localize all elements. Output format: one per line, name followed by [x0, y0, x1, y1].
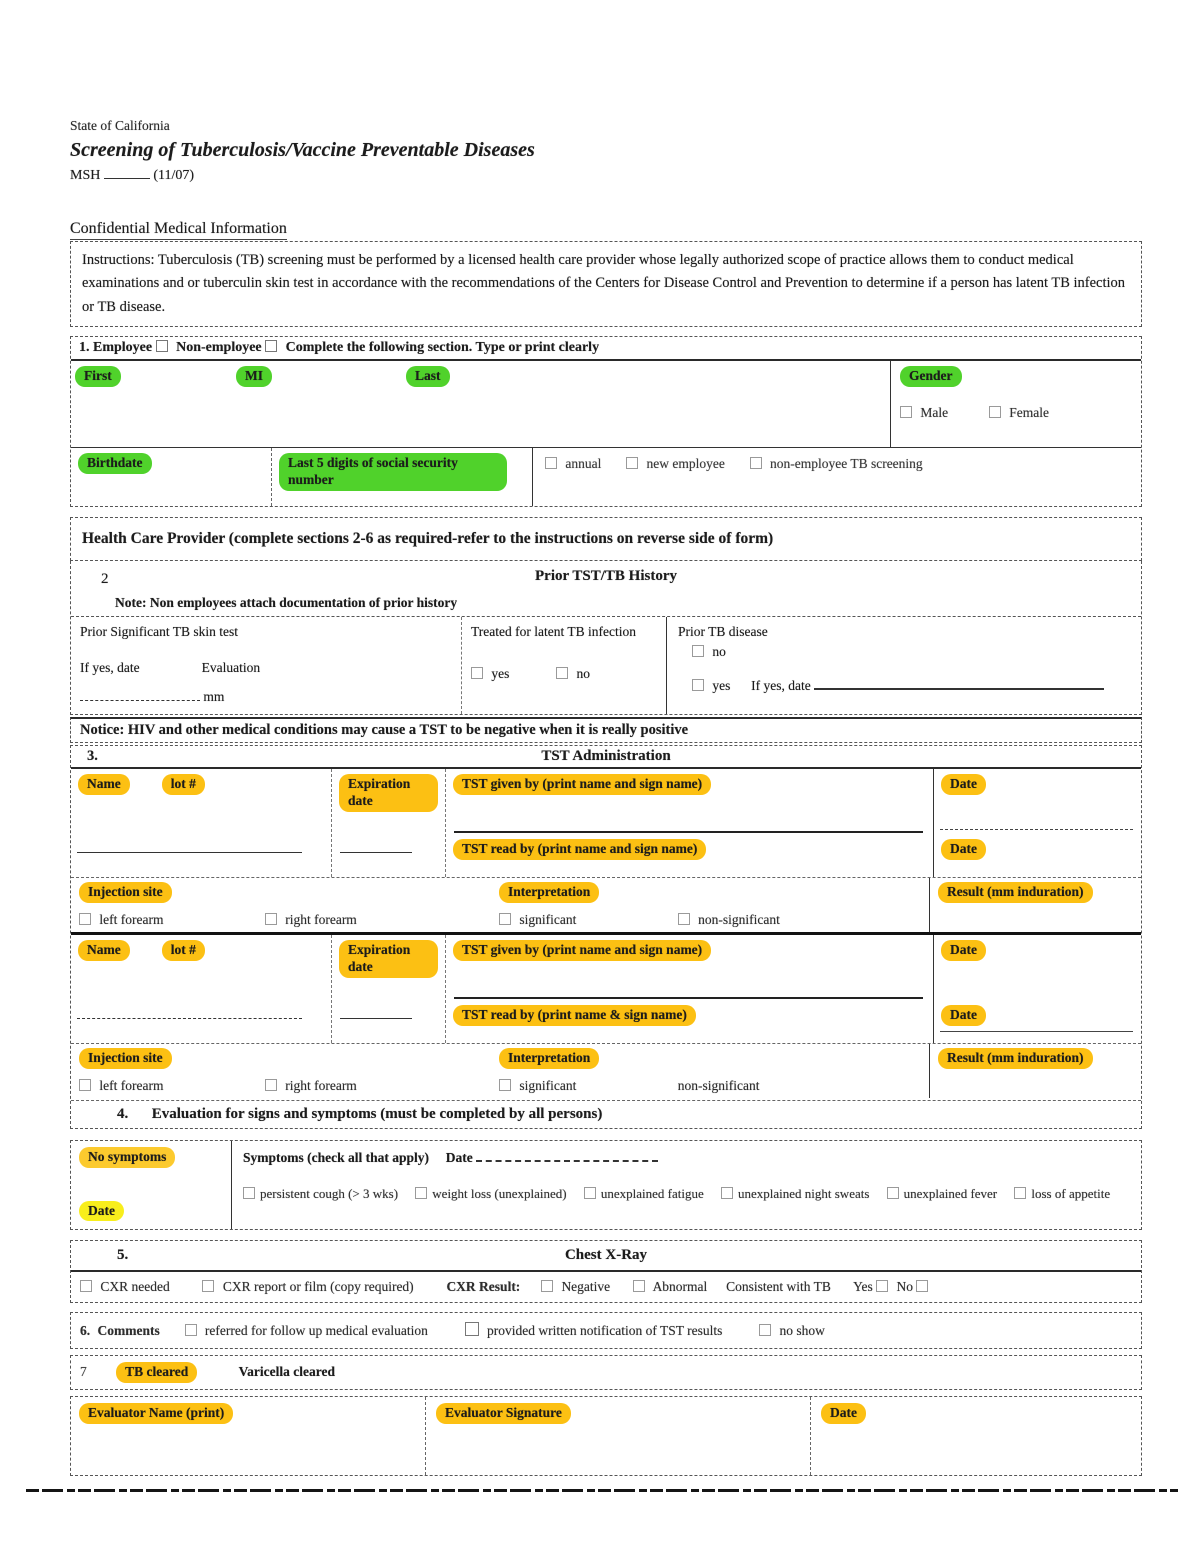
non-employee-label: Non-employee: [176, 340, 262, 356]
symptoms-cell: [231, 1141, 1141, 1229]
section-2-body: [71, 616, 1141, 714]
birthdate-ssn-row: [71, 447, 1141, 506]
tst1-right-forearm-label: right forearm: [285, 912, 357, 928]
evaluator-date-cell: [810, 1397, 1141, 1475]
provided-notification-label: provided written notification of TST results: [487, 1323, 723, 1339]
persistent-cough-checkbox[interactable]: [243, 1187, 255, 1199]
birthdate-cell: [71, 448, 271, 506]
skin-test-date-blank[interactable]: [80, 688, 200, 701]
evaluator-row: [70, 1396, 1142, 1476]
provider-section-header: Health Care Provider (complete sections 2-6 as required-refer to the instructions on reverse side of form): [70, 517, 1142, 561]
section-4-title: Evaluation for signs and symptoms (must be completed by all persons): [151, 1106, 603, 1123]
cxr-options-row: [71, 1272, 1141, 1302]
no-symptoms-field-label[interactable]: No symptoms: [79, 1147, 175, 1168]
tst1-left-forearm-checkbox[interactable]: [79, 913, 91, 925]
scan-noise-line: [26, 1489, 1178, 1492]
first-name-field-label[interactable]: First: [75, 366, 121, 387]
tst2-significant-checkbox[interactable]: [499, 1079, 511, 1091]
tst2-result-field-label[interactable]: Result (mm induration): [938, 1048, 1093, 1069]
tst2-given-by-signature-line[interactable]: [454, 997, 923, 999]
latent-no-checkbox[interactable]: [556, 667, 568, 679]
prior-tb-disease-cell: [666, 617, 1141, 714]
referred-label: referred for follow up medical evaluation: [204, 1323, 428, 1339]
annual-label: annual: [565, 456, 602, 472]
section-1-header: [71, 337, 1141, 361]
tst1-interpretation-field-label[interactable]: Interpretation: [499, 882, 599, 903]
symptoms-date-label: Date: [445, 1150, 473, 1166]
tst2-interpretation-cell: [491, 1044, 929, 1098]
tst1-name-field-label[interactable]: Name: [78, 774, 130, 795]
tst2-given-date-field-label[interactable]: Date: [941, 940, 986, 961]
evaluator-name-field-label[interactable]: Evaluator Name (print): [79, 1403, 233, 1424]
tst2-injection-row: [71, 1043, 1141, 1098]
section-4-number: 4.: [117, 1106, 129, 1123]
symptoms-checkbox-list: [243, 1183, 1130, 1205]
name-gender-row: [71, 361, 1141, 447]
treated-latent-cell: [461, 617, 666, 714]
latent-yes-checkbox[interactable]: [471, 667, 483, 679]
tst1-expiration-cell: [331, 769, 445, 877]
tst1-given-read-cell: [445, 769, 933, 877]
tst1-name-cell: [71, 769, 331, 877]
evaluation-label: Evaluation: [201, 660, 261, 676]
tst2-given-read-cell: [445, 935, 933, 1043]
tst-block-2: [71, 935, 1141, 1043]
cxr-report-label: CXR report or film (copy required): [222, 1279, 414, 1295]
section-1-employee-info: [70, 336, 1142, 507]
hiv-notice: Notice: HIV and other medical conditions may cause a TST to be negative when it is really positive: [70, 717, 1142, 743]
evaluator-signature-cell: [425, 1397, 810, 1475]
symptoms-date-blank[interactable]: [476, 1148, 658, 1162]
fever-label: unexplained fever: [903, 1186, 998, 1202]
tst2-injection-site-field-label[interactable]: Injection site: [79, 1048, 172, 1069]
section-2-note: Note: Non employees attach documentation of prior history: [115, 595, 458, 611]
screening-type-cell: [532, 448, 1141, 506]
tst1-result-field-label[interactable]: Result (mm induration): [938, 882, 1093, 903]
tst1-date-divider-line[interactable]: [940, 829, 1133, 830]
weight-loss-label: weight loss (unexplained): [432, 1186, 567, 1202]
cxr-consistent-label: Consistent with TB: [726, 1279, 831, 1295]
section-2-header: [71, 561, 1141, 616]
non-employee-checkbox[interactable]: [265, 340, 277, 352]
cxr-yes-checkbox[interactable]: [876, 1280, 888, 1292]
tst1-given-by-field-label[interactable]: TST given by (print name and sign name): [453, 774, 711, 795]
tst2-read-by-field-label[interactable]: TST read by (print name & sign name): [453, 1005, 696, 1026]
referred-checkbox[interactable]: [185, 1324, 197, 1336]
tst2-right-forearm-label: right forearm: [285, 1078, 357, 1094]
instructions-box: Instructions: Tuberculosis (TB) screening must be performed by a licensed health care provider whose legally authorized scope of practice allows them to conduct medical examinations and or tuberculin skin test in accordance with the recommendations of the Centers for Disease Control and Prevention to determine if a person has latent TB infection or TB disease.: [70, 241, 1142, 327]
latent-yes-label: yes: [491, 666, 510, 682]
prior-skin-test-cell: [71, 617, 461, 714]
non-employee-tb-label: non-employee TB screening: [769, 456, 923, 472]
cxr-negative-checkbox[interactable]: [541, 1280, 553, 1292]
tst1-given-date-field-label[interactable]: Date: [941, 774, 986, 795]
section-7-number: 7: [80, 1364, 87, 1380]
section-6-number: 6.: [80, 1323, 91, 1339]
new-employee-label: new employee: [646, 456, 725, 472]
cxr-negative-label: Negative: [561, 1279, 611, 1295]
cxr-needed-checkbox[interactable]: [80, 1280, 92, 1292]
evaluator-signature-field-label[interactable]: Evaluator Signature: [436, 1403, 571, 1424]
section-5-number: 5.: [117, 1247, 129, 1264]
middle-initial-field-label[interactable]: MI: [236, 366, 272, 387]
gender-field-label[interactable]: Gender: [900, 366, 962, 387]
tst-block-1: [71, 769, 1141, 877]
section-4-symptoms-box: [70, 1140, 1142, 1230]
employee-label: Employee: [93, 340, 153, 356]
last-name-field-label[interactable]: Last: [406, 366, 450, 387]
tst1-given-by-signature-line[interactable]: [454, 831, 923, 833]
persistent-cough-label: persistent cough (> 3 wks): [260, 1186, 399, 1202]
tst2-significant-label: significant: [519, 1078, 577, 1094]
if-yes-date-label: If yes, date: [80, 660, 140, 676]
tst2-right-forearm-checkbox[interactable]: [265, 1079, 277, 1091]
section-3-number: 3.: [87, 748, 98, 765]
tst2-expiration-blank[interactable]: [340, 1018, 412, 1019]
section-3-title: TST Administration: [541, 748, 671, 765]
tst1-injection-row: [71, 877, 1141, 935]
disease-yes-label: yes: [712, 678, 731, 694]
section-5-title: Chest X-Ray: [564, 1247, 648, 1264]
gender-cell: [890, 361, 1141, 447]
ssn-cell: [271, 448, 532, 506]
section-2-title: Prior TST/TB History: [535, 568, 677, 585]
section-6-comments: [70, 1312, 1142, 1349]
tst2-result-cell: [929, 1044, 1141, 1098]
disease-yes-checkbox[interactable]: [692, 679, 704, 691]
tst2-lot-field-label[interactable]: lot #: [162, 940, 205, 961]
cxr-report-checkbox[interactable]: [202, 1280, 214, 1292]
tst2-injection-site-cell: [71, 1044, 491, 1098]
fatigue-checkbox[interactable]: [584, 1187, 596, 1199]
section-3-header: [71, 746, 1141, 769]
tst1-injection-site-cell: [71, 878, 491, 932]
cxr-abnormal-checkbox[interactable]: [633, 1280, 645, 1292]
tst1-significant-label: significant: [519, 912, 577, 928]
cxr-abnormal-label: Abnormal: [652, 1279, 708, 1295]
female-label: Female: [1009, 405, 1049, 421]
non-employee-tb-checkbox[interactable]: [750, 457, 762, 469]
tst1-expiration-field-label[interactable]: Expiration date: [339, 774, 438, 812]
no-show-label: no show: [779, 1323, 825, 1339]
new-employee-checkbox[interactable]: [626, 457, 638, 469]
tst1-read-by-field-label[interactable]: TST read by (print name and sign name): [453, 839, 706, 860]
tst1-interpretation-cell: [491, 878, 929, 932]
cxr-needed-label: CXR needed: [100, 1279, 170, 1295]
section-3-tst-administration: [70, 745, 1142, 1129]
tst2-expiration-cell: [331, 935, 445, 1043]
latent-no-label: no: [576, 666, 590, 682]
ssn-field-label[interactable]: Last 5 digits of social security number: [279, 453, 507, 491]
disease-no-checkbox[interactable]: [692, 645, 704, 657]
male-checkbox[interactable]: [900, 406, 912, 418]
section-1-number: 1.: [79, 340, 90, 356]
cxr-yes-label: Yes: [853, 1279, 873, 1295]
night-sweats-checkbox[interactable]: [721, 1187, 733, 1199]
tst2-expiration-field-label[interactable]: Expiration date: [339, 940, 438, 978]
tst1-significant-checkbox[interactable]: [499, 913, 511, 925]
tst2-name-blank[interactable]: [77, 1018, 302, 1019]
name-fields-cell: [71, 361, 890, 447]
prior-skin-test-label: Prior Significant TB skin test: [80, 624, 238, 640]
tst1-non-significant-checkbox[interactable]: [678, 913, 690, 925]
tst1-left-forearm-label: left forearm: [99, 912, 164, 928]
confidential-heading: Confidential Medical Information: [70, 220, 287, 240]
msh-label: MSH: [70, 168, 101, 183]
no-symptoms-date-field-label[interactable]: Date: [79, 1201, 124, 1222]
section-5-chest-xray: [70, 1240, 1142, 1303]
birthdate-field-label[interactable]: Birthdate: [78, 453, 152, 474]
complete-section-note: Complete the following section. Type or print clearly: [285, 340, 600, 356]
section-2-number: 2: [101, 571, 109, 588]
tst1-name-blank[interactable]: [77, 852, 302, 853]
msh-number-blank[interactable]: [104, 166, 150, 179]
tst2-date-cell: [933, 935, 1141, 1043]
msh-revision: (11/07): [153, 168, 195, 183]
section-2-prior-history: [70, 561, 1142, 715]
symptoms-check-all-label: Symptoms (check all that apply): [243, 1150, 430, 1166]
employee-checkbox[interactable]: [156, 340, 168, 352]
tst2-non-significant-label: non-significant: [677, 1078, 760, 1094]
tst1-non-significant-label: non-significant: [698, 912, 780, 928]
tst2-read-date-field-label[interactable]: Date: [941, 1005, 986, 1026]
evaluator-name-cell: [71, 1397, 425, 1475]
form-number-line: [70, 166, 1142, 184]
tst2-name-field-label[interactable]: Name: [78, 940, 130, 961]
male-label: Male: [920, 405, 949, 421]
appetite-label: loss of appetite: [1031, 1186, 1111, 1202]
tst1-result-cell: [929, 878, 1141, 932]
form-title: Screening of Tuberculosis/Vaccine Preventable Diseases: [70, 139, 535, 161]
agency-name: State of California: [70, 118, 170, 133]
comments-label: Comments: [97, 1323, 160, 1339]
tst2-date-divider-line[interactable]: [940, 1031, 1133, 1032]
tst1-right-forearm-checkbox[interactable]: [265, 913, 277, 925]
tst1-expiration-blank[interactable]: [340, 852, 412, 853]
disease-if-yes-date-label: If yes, date: [751, 678, 811, 694]
section-5-header: [71, 1241, 1141, 1272]
varicella-cleared-label: Varicella cleared: [238, 1364, 335, 1380]
tb-cleared-field-label[interactable]: TB cleared: [116, 1362, 197, 1383]
fever-checkbox[interactable]: [887, 1187, 899, 1199]
cxr-result-label: CXR Result:: [446, 1279, 521, 1295]
appetite-checkbox[interactable]: [1014, 1187, 1026, 1199]
cxr-no-label: No: [896, 1279, 913, 1295]
tst1-injection-site-field-label[interactable]: Injection site: [79, 882, 172, 903]
section-4-header: [71, 1100, 1141, 1128]
tst2-name-cell: [71, 935, 331, 1043]
disease-date-blank[interactable]: [814, 676, 1104, 690]
tst2-interpretation-field-label[interactable]: Interpretation: [499, 1048, 599, 1069]
mm-label: mm: [203, 689, 225, 705]
tst2-given-by-field-label[interactable]: TST given by (print name and sign name): [453, 940, 711, 961]
no-show-checkbox[interactable]: [759, 1324, 771, 1336]
female-checkbox[interactable]: [989, 406, 1001, 418]
prior-tb-disease-label: Prior TB disease: [678, 624, 768, 640]
cxr-no-checkbox[interactable]: [916, 1280, 928, 1292]
tst2-left-forearm-label: left forearm: [99, 1078, 164, 1094]
evaluator-date-field-label[interactable]: Date: [821, 1403, 866, 1424]
disease-no-label: no: [712, 644, 726, 660]
tst1-date-cell: [933, 769, 1141, 877]
weight-loss-checkbox[interactable]: [415, 1187, 427, 1199]
no-symptoms-cell: [71, 1141, 231, 1229]
tst1-read-date-field-label[interactable]: Date: [941, 839, 986, 860]
fatigue-label: unexplained fatigue: [600, 1186, 704, 1202]
night-sweats-label: unexplained night sweats: [737, 1186, 870, 1202]
treated-latent-label: Treated for latent TB infection: [471, 624, 636, 640]
tst2-left-forearm-checkbox[interactable]: [79, 1079, 91, 1091]
section-7-clearance: [70, 1355, 1142, 1390]
provided-notification-checkbox[interactable]: [465, 1322, 479, 1336]
annual-checkbox[interactable]: [545, 457, 557, 469]
tst1-lot-field-label[interactable]: lot #: [162, 774, 205, 795]
